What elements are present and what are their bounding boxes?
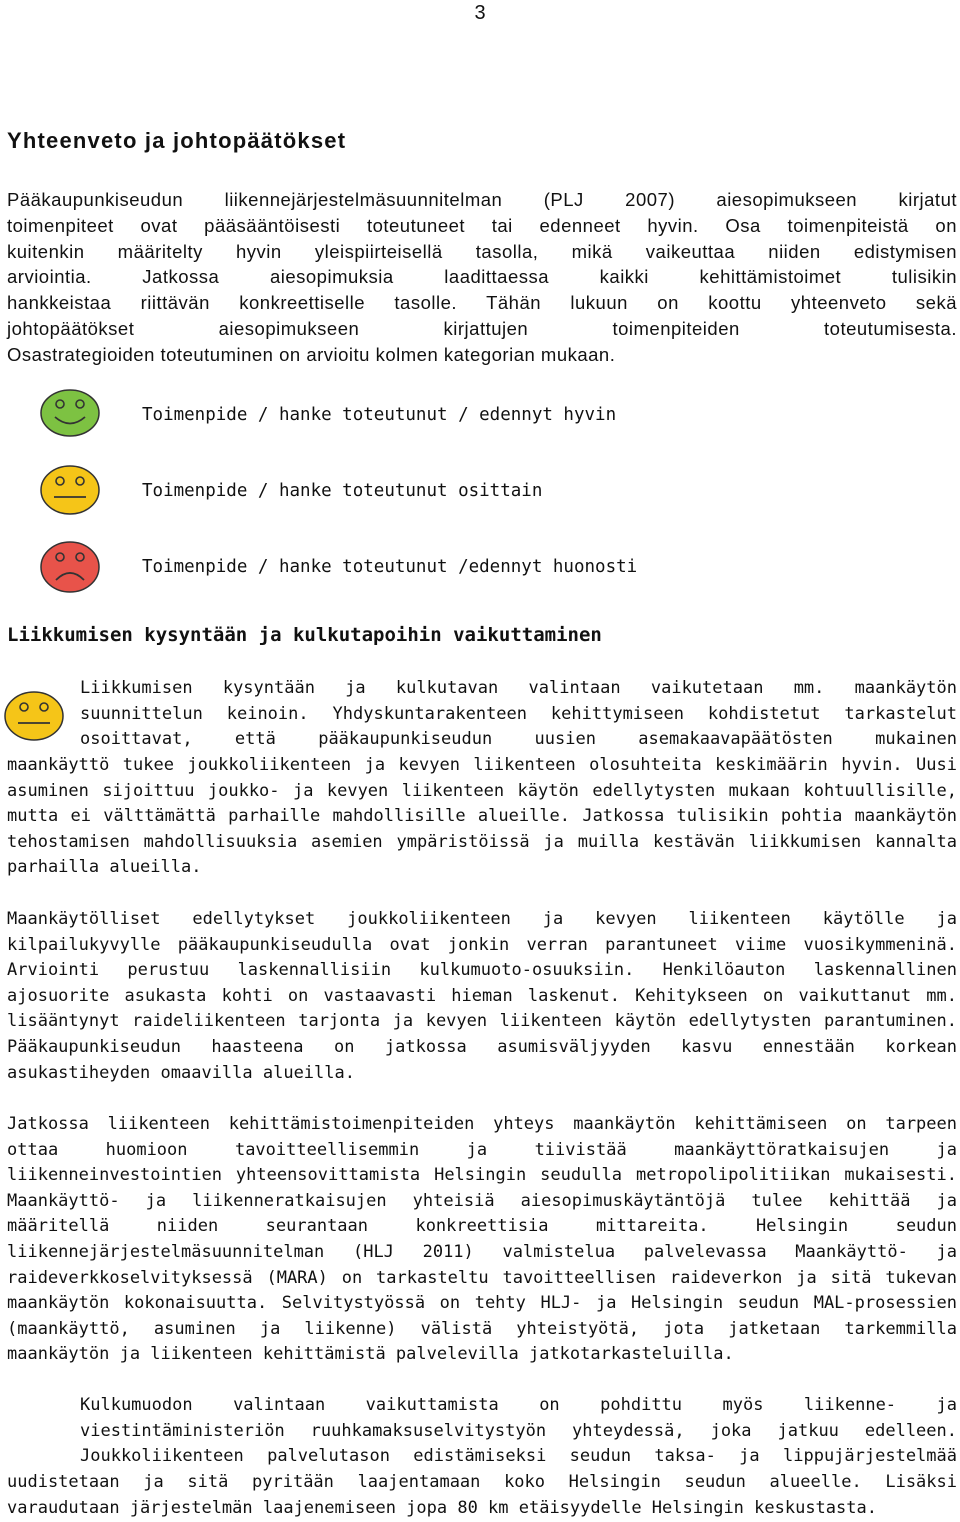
section-paragraph-1-indented	[80, 676, 957, 753]
intro-line: Pääkaupunkiseudun liikennejärjestelmäsuunnitelman (PLJ 2007) aiesopimukseen kirjatut	[7, 189, 957, 210]
legend-item-good	[40, 388, 940, 450]
legend-label: Toimenpide / hanke toteutunut / edennyt hyvin	[142, 405, 617, 425]
intro-line: johtopäätökset aiesopimukseen kirjattujen toimenpiteiden toteutumisesta.	[7, 317, 957, 339]
text-line: osoittavat, että pääkaupunkiseudun uusien asemakaavapäätösten mukainen	[80, 729, 957, 750]
intro-paragraph	[7, 187, 957, 368]
legend-item-partial	[40, 464, 940, 526]
section-paragraph-4-indented	[80, 1393, 957, 1470]
intro-line: Osastrategioiden toteutuminen on arvioitu kolmen kategorian mukaan.	[7, 343, 616, 365]
text-line: viestintäministeriön ruuhkamaksuselvitystyön yhteydessä, joka jatkuu edelleen.	[80, 1420, 957, 1441]
text-line: Joukkoliikenteen palvelutason edistämiseksi seudun taksa- ja lippujärjestelmää	[80, 1446, 957, 1467]
section-paragraph-2: Maankäytölliset edellytykset joukkoliikenteen ja kevyen liikenteen käytölle ja kilpailukyvylle pääkaupunkiseudulla ovat jonkin verran parantuneet viime vuosikymmeninä. Arviointi perustuu laskennallisiin kulkumuoto-osuuksiin. Henkilöauton laskennallinen ajosuorite asukasta kohti on vastaavasti hieman laskenut. Kehitykseen on vaikuttanut mm. lisääntynyt raideliikenteen tarjonta ja kevyen liikenteen käytön edellytysten parantuminen. Pääkaupunkiseudun haasteena on jatkossa asumisväljyyden kasvu ennestään korkean asukastiheyden omaavilla alueilla.	[7, 909, 957, 1083]
section-paragraph-3: Jatkossa liikenteen kehittämistoimenpiteiden yhteys maankäytön kehittämiseen on tarpeen ottaa huomioon tavoitteellisemmin ja tiivistää maankäyttöratkaisujen ja liikenneinvestointien yhteensovittamista Helsingin seudulla metropolipolitiikan mukaisesti. Maankäyttö- ja liikenneratkaisujen yhteisiä aiesopimuskäytäntöjä tulee kehittää ja määritellä niiden seurantaan konkreettisia mittareita. Helsingin seudun liikennejärjestelmäsuunnitelman (HLJ 2011) valmistelua palvelevassa Maankäyttö- ja raideverkkoselvityksessä (MARA) on tarkasteltu tavoitteellisen raideverkon ja sitä tukevan maankäytön kokonaisuutta. Selvitystyössä on tehty HLJ- ja Helsingin seudun MAL-prosessien (maankäyttö, asuminen ja liikenne) välistä yhteistyötä, jota jatketaan tarkemmilla maankäytön ja liikenteen kehittämistä palvelevilla jatkotarkasteluilla.	[7, 1114, 957, 1365]
neutral-face-icon	[4, 690, 66, 742]
legend-label: Toimenpide / hanke toteutunut osittain	[142, 481, 543, 501]
neutral-face-icon	[40, 464, 102, 516]
sad-face-icon	[40, 540, 102, 594]
text-line: suunnittelun keinoin. Yhdyskuntarakenteen kehittymiseen kohdistetut tarkastelut	[80, 703, 957, 724]
section-paragraph-4: uudistetaan ja sitä pyritään laajentamaan koko Helsingin seudun alueelle. Lisäksi varaudutaan järjestelmän laajenemiseen jopa 80 km etäisyydelle Helsingin keskustasta.	[7, 1472, 957, 1518]
happy-face-icon	[40, 388, 102, 438]
section-title: Liikkumisen kysyntään ja kulkutapoihin vaikuttaminen	[7, 624, 602, 646]
section-paragraph-1: maankäyttö tukee joukkoliikenteen ja kevyen liikenteen olosuhteita keskimäärin hyvin. Uusi asuminen sijoittuu joukko- ja kevyen liikenteen käytön edellytysten mukaan kohtuullisille, mutta ei välttämättä parhaille mahdollisille alueille. Jatkossa tulisikin pohtia maankäytön tehostamisen mahdollisuuksia asemien ympäristöissä ja muilla kestävän liikkumisen kannalta parhailla alueilla.	[7, 755, 957, 878]
text-line: Kulkumuodon valintaan vaikuttamista on pohdittu myös liikenne- ja	[80, 1395, 957, 1415]
intro-line: toimenpiteet ovat pääsääntöisesti toteutuneet tai edenneet hyvin. Osa toimenpiteistä on	[7, 214, 957, 236]
intro-line: kuitenkin määritelty hyvin yleispiirteisellä tasolla, mikä vaikeuttaa niiden edistymisen	[7, 240, 957, 262]
page-title: Yhteenveto ja johtopäätökset	[7, 128, 347, 153]
text-line: Liikkumisen kysyntään ja kulkutavan valintaan vaikutetaan mm. maankäytön	[80, 678, 957, 698]
intro-line: hankkeistaa riittävän konkreettiselle tasolle. Tähän lukuun on koottu yhteenveto sekä	[7, 292, 957, 314]
page-number: 3	[474, 2, 486, 24]
legend-item-poor	[40, 540, 940, 602]
intro-line: arviointia. Jatkossa aiesopimuksia laadittaessa kaikki kehittämistoimet tulisikin	[7, 266, 957, 288]
legend-label: Toimenpide / hanke toteutunut /edennyt huonosti	[142, 557, 638, 577]
